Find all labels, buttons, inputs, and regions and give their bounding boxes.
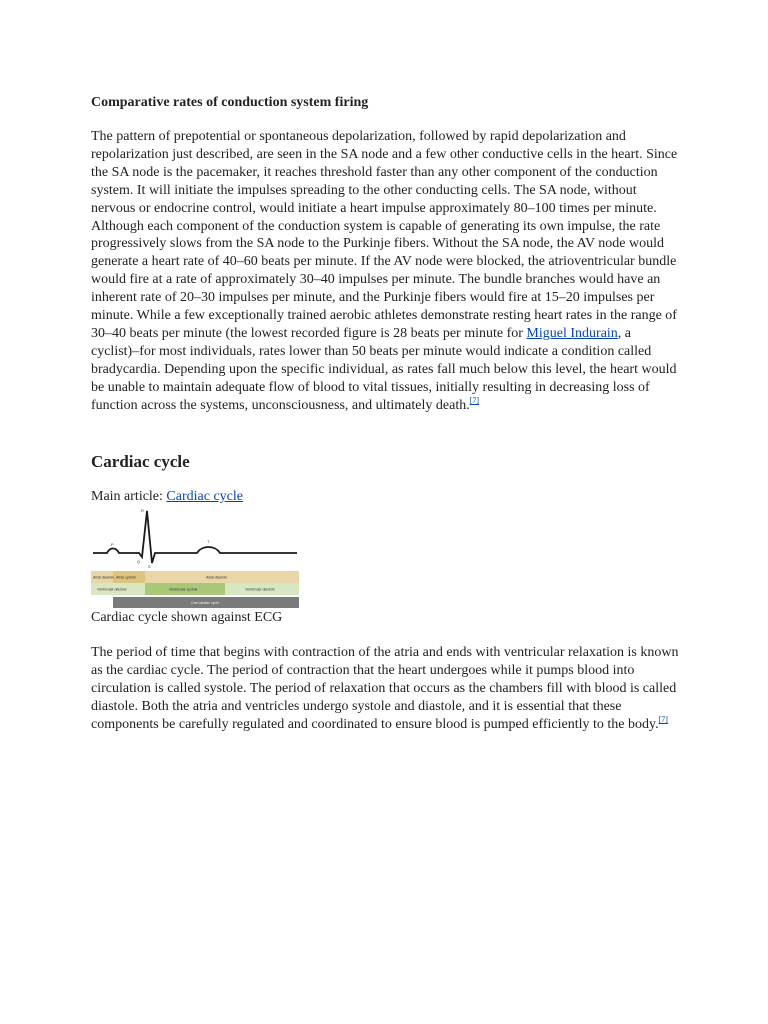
ecg-label-s: S — [148, 564, 151, 569]
miguel-indurain-link[interactable]: Miguel Indurain — [526, 325, 618, 341]
ecg-diagram — [91, 505, 299, 609]
paragraph-text-part1: The pattern of prepotential or spontaneous depolarization, followed by rapid depolarization and repolarization just described, are seen in the SA node and a few other conductive cells in the heart. Since the SA node is the pacemaker, it reaches threshold faster than any other component of the conduction system. It will initiate the impulses spreading to the other conducting cells. The SA node, without nervous or endocrine control, would initiate a heart impulse approximately 80–100 times per minute. Although each component of the conduction system is capable of generating its own impulse, the rate progressively slows from the SA node to the Purkinje fibers. Without the SA node, the AV node would generate a heart rate of 40–60 beats per minute. If the AV node were blocked, the atrioventricular bundle would fire at a rate of approximately 30–40 impulses per minute. The bundle branches would have an inherent rate of 20–30 impulses per minute, and the Purkinje fibers would fire at 15–20 impulses per minute. While a few exceptionally trained aerobic athletes demonstrate resting heart rates in the range of 30–40 beats per minute (the lowest recorded figure is 28 beats per minute for — [91, 129, 678, 341]
ecg-label-q: Q — [137, 559, 141, 564]
ecg-label-t: T — [207, 539, 210, 544]
atrial-diastole-left-label: Atrial diastole — [93, 575, 115, 580]
ecg-label-r: R — [141, 508, 144, 513]
citation-7-link[interactable]: [7] — [469, 395, 480, 405]
citation-ref — [470, 396, 479, 405]
ventricular-systole-label: Ventricular systole — [169, 587, 198, 592]
atrial-systole-label: Atrial systole — [116, 575, 136, 580]
ventricular-diastole-left-label: Ventricular diastole — [97, 587, 127, 592]
cardiac-cycle-paragraph — [91, 644, 681, 734]
figure-caption: Cardiac cycle shown against ECG — [91, 610, 283, 625]
ventricular-diastole-right-label: Ventricular diastole — [245, 587, 275, 592]
conduction-rates-paragraph — [91, 128, 681, 415]
section-heading-cardiac-cycle: Cardiac cycle — [91, 452, 190, 471]
ecg-cardiac-cycle-figure — [91, 505, 299, 609]
main-article-note — [91, 488, 243, 506]
citation-ref — [659, 715, 668, 724]
ecg-label-p: P — [111, 542, 114, 547]
subsection-heading: Comparative rates of conduction system firing — [91, 95, 369, 110]
one-cardiac-cycle-label: One cardiac cycle — [191, 601, 219, 605]
citation-7-link[interactable]: [7] — [658, 714, 668, 724]
cardiac-cycle-paragraph-text: The period of time that begins with contraction of the atria and ends with ventricular relaxation is known as the cardiac cycle. The period of contraction that the heart undergoes while it pumps blood into circulation is called systole. The period of relaxation that occurs as the chambers fill with blood is called diastole. Both the atria and ventricles undergo systole and diastole, and it is essential that these components be carefully regulated and coordinated to ensure blood is pumped efficiently to the body. — [91, 645, 679, 732]
paragraph-text-part2: , a cyclist)–for most individuals, rates lower than 50 beats per minute would indicate a condition called bradycardia. Depending upon the specific individual, as rates fall much below this level, the heart would be unable to maintain adequate flow of blood to vital tissues, initially resulting in decreasing loss of function across the systems, unconsciousness, and ultimately death. — [91, 325, 677, 413]
main-article-prefix: Main article: — [91, 489, 167, 504]
atrial-diastole-right-label: Atrial diastole — [206, 575, 228, 580]
ecg-trace — [93, 511, 297, 563]
cardiac-cycle-link[interactable]: Cardiac cycle — [166, 489, 243, 504]
